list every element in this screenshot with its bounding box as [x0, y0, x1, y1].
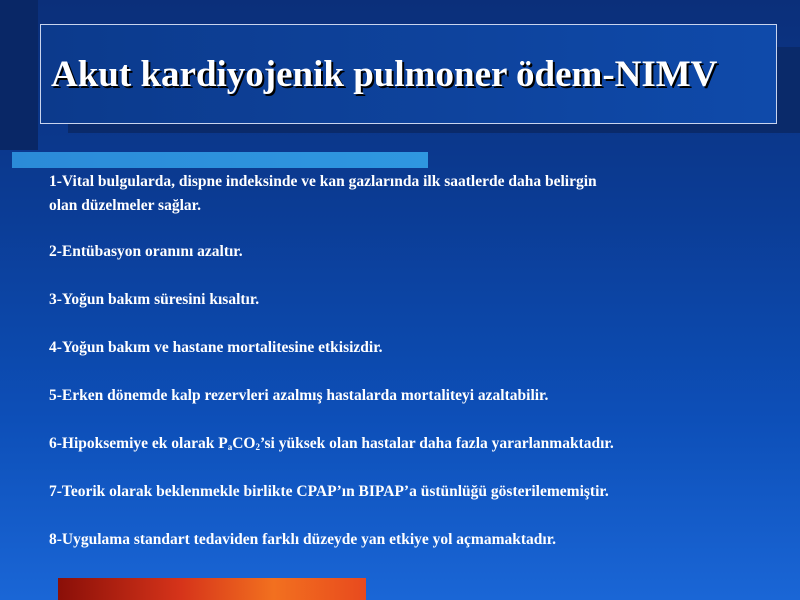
- list-item-6-middle: CO: [232, 435, 256, 452]
- decorative-dark-block: [0, 0, 38, 150]
- list-item-6-sub-a: a: [227, 442, 233, 452]
- title-box: [40, 24, 777, 124]
- list-item-1-line2: olan düzelmeler sağlar.: [49, 197, 201, 214]
- list-item-1-line1: 1-Vital bulgularda, dispne indeksinde ve kan gazlarında ilk saatlerde daha belirgin: [49, 173, 597, 190]
- accent-bar: [12, 152, 428, 168]
- list-item-2: 2-Entübasyon oranını azaltır.: [49, 243, 243, 260]
- list-item-3: 3-Yoğun bakım süresini kısaltır.: [49, 291, 260, 308]
- list-item-1: [49, 170, 597, 218]
- list-item-6-suffix: ’si yüksek olan hastalar daha fazla yararlanmaktadır.: [259, 435, 614, 452]
- list-item-6-sub-2: 2: [255, 442, 260, 452]
- list-item-8: 8-Uygulama standart tedaviden farklı düzeyde yan etkiye yol açmamaktadır.: [49, 531, 557, 548]
- list-item-7: 7-Teorik olarak beklenmekle birlikte CPAP’ın BIPAP’a üstünlüğü gösterilememiştir.: [49, 483, 609, 500]
- list-item-4: 4-Yoğun bakım ve hastane mortalitesine etkisizdir.: [49, 339, 383, 356]
- list-item-5: 5-Erken dönemde kalp rezervleri azalmış hastalarda mortaliteyi azaltabilir.: [49, 387, 549, 404]
- bottom-red-bar: [58, 578, 366, 600]
- list-item-6: [49, 432, 614, 457]
- slide-title: Akut kardiyojenik pulmoner ödem-NIMV: [51, 53, 718, 95]
- list-item-6-prefix: 6-Hipoksemiye ek olarak P: [49, 435, 228, 452]
